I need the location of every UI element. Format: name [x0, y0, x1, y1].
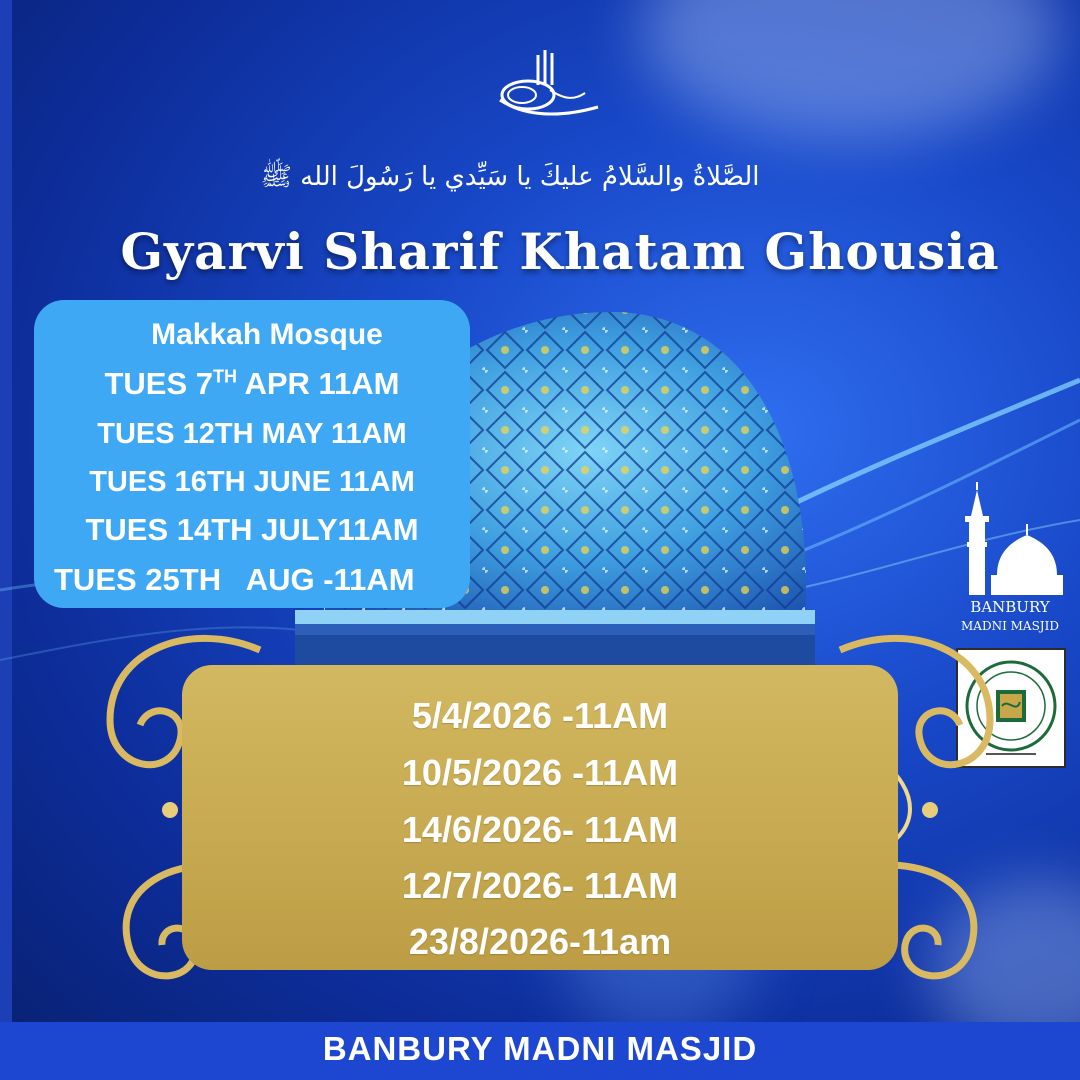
madni-masjid-schedule-card: [182, 665, 898, 970]
poster-title: Gyarvi Sharif Khatam Ghousia: [120, 222, 1000, 281]
schedule-date: 5/4/2026 -11AM: [411, 695, 669, 736]
schedule-date: 23/8/2026-11am: [408, 921, 672, 962]
schedule-row: TUES 25TH AUG -11AM: [54, 562, 415, 597]
schedule-date: 10/5/2026 -11AM: [401, 752, 679, 793]
arabic-calligraphy-icon: [490, 45, 600, 125]
schedule-date: 14/6/2026- 11AM: [401, 809, 679, 850]
footer-text: BANBURY MADNI MASJID: [322, 1030, 758, 1067]
schedule-row-text: TUES 7: [104, 366, 213, 401]
venue-name: Makkah Mosque: [151, 318, 383, 351]
ordinal-suffix: TH: [213, 366, 237, 387]
schedule-row-text: APR 11AM: [237, 366, 400, 401]
arabic-salutation: الصَّلاةُ والسَّلامُ عليكَ يا سَيِّدي يا رَسُولَ الله ﷺ: [260, 162, 760, 192]
schedule-row: TUES 12TH MAY 11AM: [97, 418, 407, 450]
schedule-row: TUES 16TH JUNE 11AM: [89, 466, 415, 498]
masjid-minaret-dome-icon: [955, 480, 1065, 598]
footer-banner: [0, 1022, 1080, 1080]
masjid-name-line: MADNI MASJID: [961, 619, 1059, 633]
makkah-mosque-schedule-card: [34, 300, 470, 608]
masjid-name-line: BANBURY: [970, 598, 1050, 616]
schedule-date: 12/7/2026- 11AM: [401, 865, 679, 906]
schedule-row: [34, 366, 470, 402]
schedule-row: TUES 14TH JULY11AM: [85, 512, 419, 547]
